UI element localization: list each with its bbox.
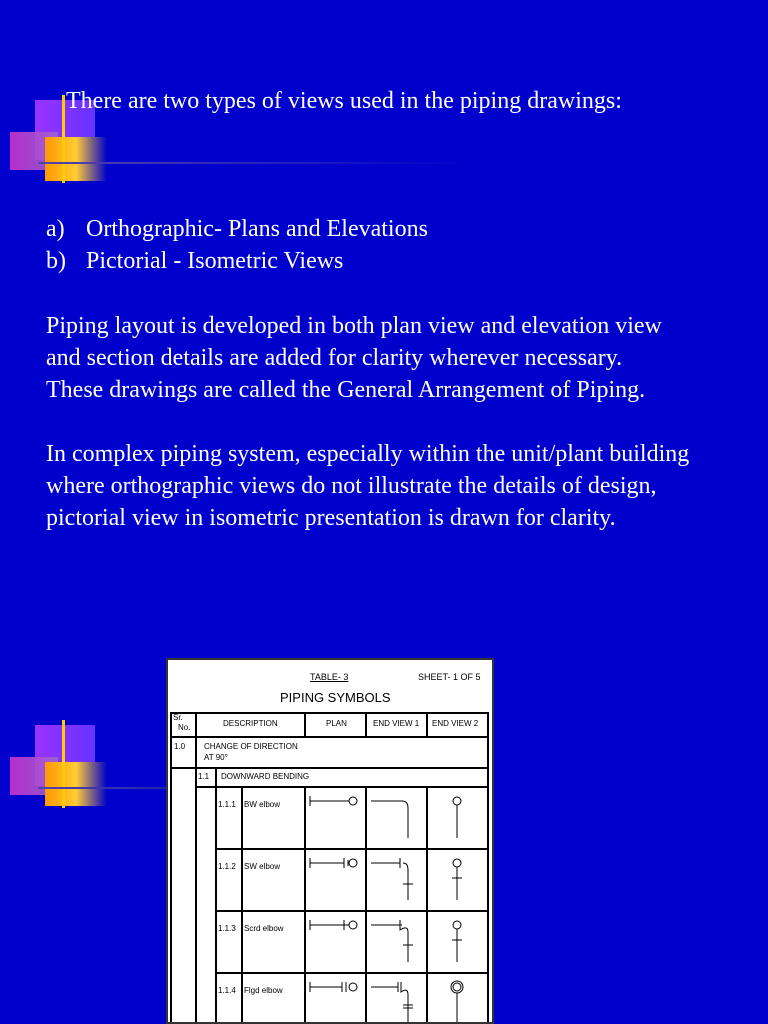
subsection-number: 1.1 (198, 772, 210, 781)
sheet-number: SHEET- 1 OF 5 (418, 672, 481, 682)
section-number: 1.0 (174, 742, 186, 751)
row-description: Scrd elbow (244, 924, 284, 933)
decorative-squares-bottom (0, 720, 140, 815)
list-item (46, 245, 428, 277)
piping-symbols-drawings (168, 660, 492, 1022)
header-description: DESCRIPTION (223, 719, 278, 728)
paragraph-line: where orthographic views do not illustrate the details of design, (46, 473, 657, 499)
orange-square (45, 137, 107, 181)
paragraph-line: and section details are added for clarity wherever necessary. (46, 345, 623, 371)
section-title: CHANGE OF DIRECTION (204, 742, 298, 751)
list-item (46, 213, 428, 245)
row-number: 1.1.4 (218, 986, 236, 995)
paragraph-line: These drawings are called the General Arrangement of Piping. (46, 377, 646, 403)
sw-elbow-symbols (310, 858, 462, 900)
scrd-elbow-symbols (310, 920, 462, 962)
vertical-line (62, 95, 65, 183)
view-types-list (46, 213, 428, 277)
bw-elbow-symbols (310, 796, 461, 838)
section-title-2: AT 90° (204, 753, 228, 762)
slide-title: There are two types of views used in the piping drawings: (66, 88, 622, 114)
row-description: SW elbow (244, 862, 281, 871)
header-end-view-2: END VIEW 2 (432, 719, 479, 728)
header-sr: Sr. (173, 713, 183, 722)
row-number: 1.1.3 (218, 924, 236, 933)
vertical-line (62, 720, 65, 808)
paragraph-isometric (46, 438, 689, 534)
list-marker: a) (46, 216, 65, 242)
row-number: 1.1.2 (218, 862, 236, 871)
header-end-view-1: END VIEW 1 (373, 719, 420, 728)
list-marker: b) (46, 248, 66, 274)
list-item-text: Orthographic- Plans and Elevations (86, 216, 428, 242)
divider-line-bottom (38, 787, 168, 789)
paragraph-line: pictorial view in isometric presentation is drawn for clarity. (46, 505, 616, 531)
row-description: BW elbow (244, 800, 281, 809)
row-number: 1.1.1 (218, 800, 236, 809)
paragraph-line: Piping layout is developed in both plan view and elevation view (46, 313, 662, 339)
paragraph-general-arrangement (46, 310, 662, 406)
header-plan: PLAN (326, 719, 347, 728)
piping-symbols-table (166, 658, 494, 1024)
header-no: No. (178, 723, 191, 732)
table-title: PIPING SYMBOLS (280, 690, 391, 705)
table-number: TABLE- 3 (310, 672, 349, 682)
divider-line-top (38, 162, 468, 164)
flgd-elbow-symbols (310, 981, 463, 1022)
paragraph-line: In complex piping system, especially within the unit/plant building (46, 441, 690, 467)
subsection-title: DOWNWARD BENDING (221, 772, 310, 781)
list-item-text: Pictorial - Isometric Views (86, 248, 344, 274)
orange-square (45, 762, 107, 806)
row-description: Flgd elbow (244, 986, 283, 995)
